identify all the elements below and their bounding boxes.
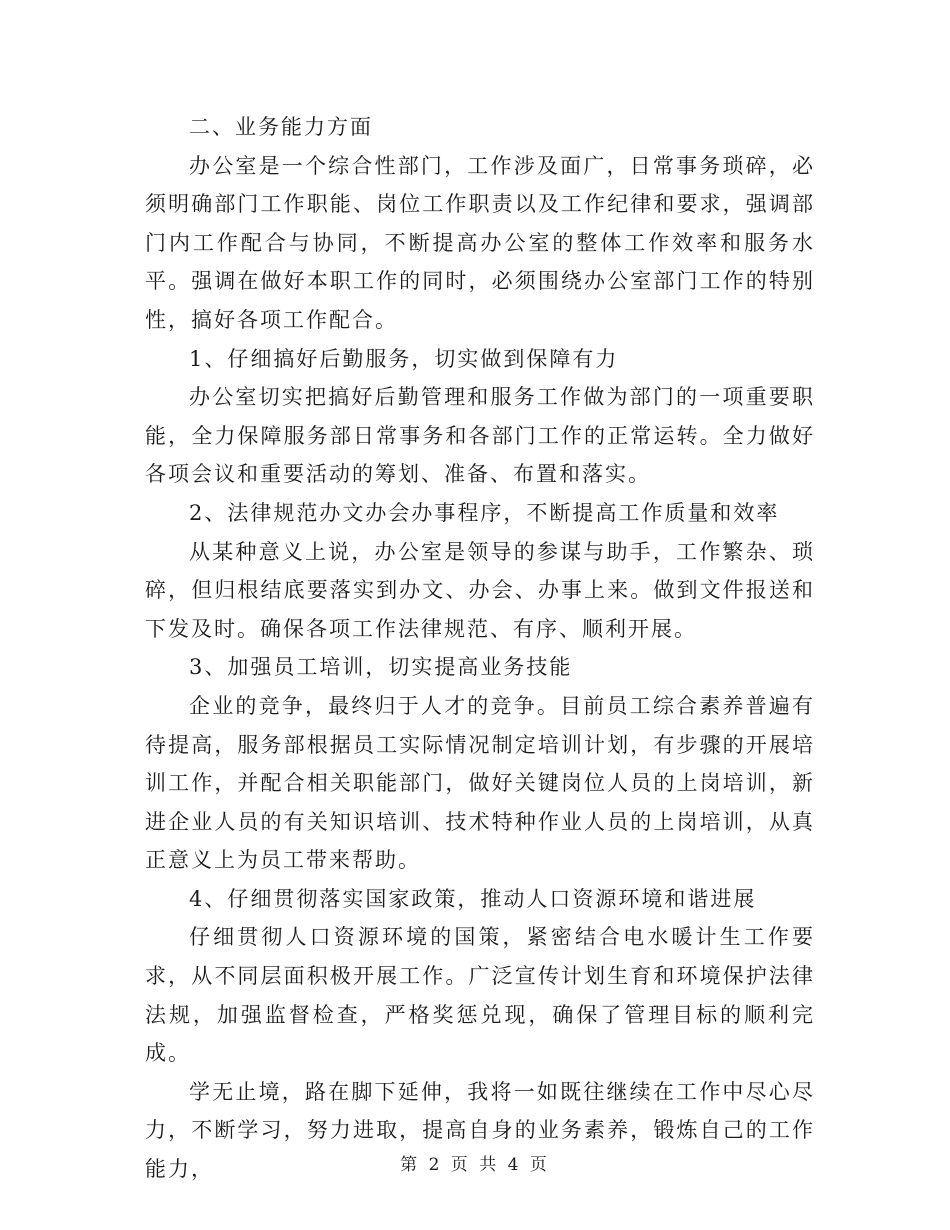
- subsection-heading: 3、加强员工培训，切实提高业务技能: [189, 655, 573, 680]
- page-number-footer: 第 2 页 共 4 页: [400, 1155, 550, 1175]
- paragraph: 从某种意义上说，办公室是领导的参谋与助手，工作繁杂、琐碎，但归根结底要落实到办文、办会、办事上来。做到文件报送和下发及时。确保各项工作法律规范、有序、顺利开展。: [145, 539, 815, 641]
- subsection-heading: 2、法律规范办文办会办事程序，不断提高工作质量和效率: [189, 500, 780, 525]
- subsection-heading: 4、仔细贯彻落实国家政策，推动人口资源环境和谐进展: [189, 886, 757, 911]
- subsection-heading: 1、仔细搞好后勤服务，切实做到保障有力: [189, 346, 619, 371]
- paragraph: 仔细贯彻人口资源环境的国策，紧密结合电水暖计生工作要求，从不同层面积极开展工作。广泛宣传计划生育和环境保护法律法规，加强监督检查，严格奖惩兑现，确保了管理目标的顺利完成。: [145, 925, 815, 1066]
- paragraph: 办公室切实把搞好后勤管理和服务工作做为部门的一项重要职能，全力保障服务部日常事务和各部门工作的正常运转。全力做好各项会议和重要活动的筹划、准备、布置和落实。: [145, 385, 815, 487]
- paragraph: 企业的竞争，最终归于人才的竞争。目前员工综合素养普遍有待提高，服务部根据员工实际情况制定培训计划，有步骤的开展培训工作，并配合相关职能部门，做好关键岗位人员的上岗培训，新进企业人员的有关知识培训、技术特种作业人员的上岗培训，从真正意义上为员工带来帮助。: [145, 693, 815, 873]
- document-body: [145, 108, 815, 1189]
- closing-paragraph: 学无止境，路在脚下延伸，我将一如既往继续在工作中尽心尽力，不断学习，努力进取，提高自身的业务素养，锻炼自己的工作能力，: [145, 1079, 815, 1182]
- paragraph: 办公室是一个综合性部门，工作涉及面广，日常事务琐碎，必须明确部门工作职能、岗位工作职责以及工作纪律和要求，强调部门内工作配合与协同，不断提高办公室的整体工作效率和服务水平。强调在做好本职工作的同时，必须围绕办公室部门工作的特别性，搞好各项工作配合。: [145, 153, 815, 332]
- section-heading: 二、业务能力方面: [189, 115, 373, 139]
